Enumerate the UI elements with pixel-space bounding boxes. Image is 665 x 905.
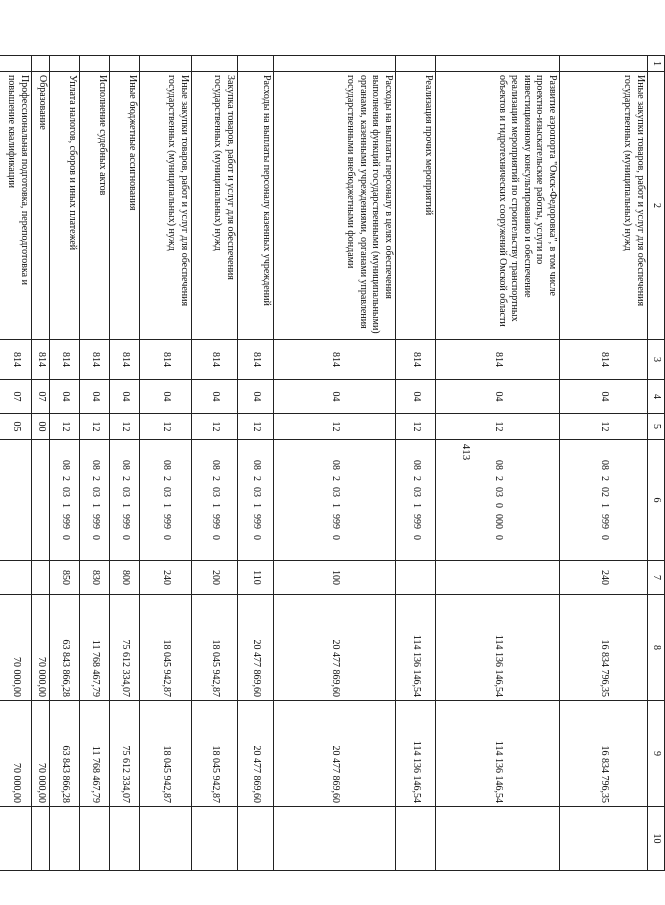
program-code-part: 1 — [250, 503, 262, 508]
col3-code: 814 — [140, 340, 192, 380]
table-body — [0, 56, 665, 871]
amount-col8: 114 136 146,54 — [436, 595, 560, 701]
program-code — [396, 440, 436, 561]
col4-code: 04 — [396, 380, 436, 414]
program-code-part: 999 — [209, 514, 221, 529]
column-header: 4 — [648, 380, 665, 414]
expense-type-code — [436, 561, 560, 595]
col4-code: 04 — [140, 380, 192, 414]
col4-code: 04 — [110, 380, 140, 414]
col5-code: 12 — [274, 414, 396, 440]
amount-col8: 11 768 467,79 — [80, 595, 110, 701]
amount-col9: 18 045 942,87 — [140, 701, 192, 807]
col3-code: 814 — [396, 340, 436, 380]
col3-code: 814 — [436, 340, 560, 380]
program-code — [560, 440, 648, 561]
program-code-part: 08 — [160, 460, 172, 470]
program-code-part: 08 — [119, 460, 131, 470]
expense-type-code: 240 — [140, 561, 192, 595]
program-code-part: 999 — [160, 514, 172, 529]
col4-code: 04 — [238, 380, 274, 414]
expense-type-code: 200 — [192, 561, 238, 595]
expense-type-code: 240 — [560, 561, 648, 595]
item-name: Иные закупки товаров, работ и услуг для обеспечения государственных (муниципальных) нужд — [140, 72, 192, 340]
col5-code: 12 — [110, 414, 140, 440]
program-code-part: 999 — [119, 514, 131, 529]
expense-type-code — [32, 561, 50, 595]
col4-code: 04 — [436, 380, 560, 414]
expense-type-code — [396, 561, 436, 595]
rotated-table-wrapper — [0, 55, 665, 844]
program-code-part: 999 — [59, 514, 71, 529]
col3-code: 814 — [274, 340, 396, 380]
program-code — [274, 440, 396, 561]
amount-col9: 70 000,00 — [32, 701, 50, 807]
col4-code: 04 — [560, 380, 648, 414]
col3-code: 814 — [238, 340, 274, 380]
col3-code: 814 — [0, 340, 32, 380]
program-code-part: 03 — [119, 487, 131, 497]
col10-cell — [80, 807, 110, 871]
col10-cell — [274, 807, 396, 871]
program-code-part: 2 — [250, 476, 262, 481]
col1-cell — [274, 56, 396, 72]
col10-cell — [436, 807, 560, 871]
amount-col8: 20 477 869,60 — [238, 595, 274, 701]
program-code-part: 2 — [119, 476, 131, 481]
program-code-part: 2 — [59, 476, 71, 481]
col3-code: 814 — [560, 340, 648, 380]
col10-cell — [110, 807, 140, 871]
program-code-part: 08 — [209, 460, 221, 470]
col1-cell — [238, 56, 274, 72]
program-code — [192, 440, 238, 561]
program-code-part: 2 — [329, 476, 341, 481]
program-code-part: 08 — [329, 460, 341, 470]
col1-cell — [436, 56, 560, 72]
amount-col8: 20 477 869,60 — [274, 595, 396, 701]
program-code-part: 03 — [492, 487, 504, 497]
col5-code: 12 — [140, 414, 192, 440]
column-header: 7 — [648, 561, 665, 595]
table-row — [396, 56, 436, 871]
col1-cell — [0, 56, 32, 72]
amount-col8: 114 136 146,54 — [396, 595, 436, 701]
program-code-part: 0 — [250, 535, 262, 540]
amount-col9: 11 768 467,79 — [80, 701, 110, 807]
program-code-part: 03 — [410, 487, 422, 497]
column-header: 10 — [648, 807, 665, 871]
expense-type-code: 800 — [110, 561, 140, 595]
expense-type-code: 110 — [238, 561, 274, 595]
expense-type-code: 830 — [80, 561, 110, 595]
col3-code: 814 — [50, 340, 80, 380]
col1-cell — [50, 56, 80, 72]
program-code — [0, 440, 32, 561]
item-name: Закупка товаров, работ и услуг для обеспечения государственных (муниципальных) нужд — [192, 72, 238, 340]
program-code-part: 0 — [59, 535, 71, 540]
col4-code: 04 — [192, 380, 238, 414]
table-row — [140, 56, 192, 871]
program-code-part: 999 — [410, 514, 422, 529]
amount-col9: 75 612 334,07 — [110, 701, 140, 807]
program-code-part: 2 — [209, 476, 221, 481]
program-code-part: 03 — [160, 487, 172, 497]
table-row — [80, 56, 110, 871]
amount-col9: 20 477 869,60 — [274, 701, 396, 807]
col10-cell — [32, 807, 50, 871]
col1-cell — [140, 56, 192, 72]
program-code-part: 2 — [160, 476, 172, 481]
col5-code: 12 — [396, 414, 436, 440]
col3-code: 814 — [192, 340, 238, 380]
amount-col9: 114 136 146,54 — [436, 701, 560, 807]
program-code-part: 0 — [209, 535, 221, 540]
col5-code: 12 — [238, 414, 274, 440]
col5-code: 00 — [32, 414, 50, 440]
col10-cell — [50, 807, 80, 871]
col10-cell — [192, 807, 238, 871]
header-row — [648, 56, 665, 871]
program-code-part: 0 — [492, 503, 504, 508]
expense-type-code: 100 — [274, 561, 396, 595]
col10-cell — [140, 807, 192, 871]
table-row — [274, 56, 396, 871]
col3-code: 814 — [110, 340, 140, 380]
col10-cell — [0, 807, 32, 871]
program-code-part: 2 — [410, 476, 422, 481]
col10-cell — [396, 807, 436, 871]
col1-cell — [560, 56, 648, 72]
amount-col9: 18 045 942,87 — [192, 701, 238, 807]
col1-cell — [192, 56, 238, 72]
col4-code: 07 — [0, 380, 32, 414]
program-code-part: 02 — [598, 487, 610, 497]
amount-col8: 75 612 334,07 — [110, 595, 140, 701]
program-code-part: 1 — [89, 503, 101, 508]
program-code-part: 999 — [89, 514, 101, 529]
program-code-part: 1 — [209, 503, 221, 508]
col5-code: 12 — [560, 414, 648, 440]
col1-cell — [396, 56, 436, 72]
program-code-part: 0 — [329, 535, 341, 540]
program-code-part: 1 — [119, 503, 131, 508]
amount-col8: 70 000,00 — [32, 595, 50, 701]
col4-code: 04 — [50, 380, 80, 414]
column-header: 6 — [648, 440, 665, 561]
column-header: 2 — [648, 72, 665, 340]
col4-code: 07 — [32, 380, 50, 414]
program-code-part: 03 — [89, 487, 101, 497]
col1-cell — [110, 56, 140, 72]
program-code-part: 1 — [59, 503, 71, 508]
item-name: Профессиональная подготовка, переподготовка и повышение квалификации — [0, 72, 32, 340]
item-name: Расходы на выплаты персоналу казенных учреждений — [238, 72, 274, 340]
col3-code: 814 — [32, 340, 50, 380]
item-name: Иные бюджетные ассигнования — [110, 72, 140, 340]
col5-code: 12 — [80, 414, 110, 440]
col5-code: 12 — [436, 414, 560, 440]
column-header: 3 — [648, 340, 665, 380]
program-code-part: 1 — [329, 503, 341, 508]
program-code-part: 999 — [329, 514, 341, 529]
program-code — [110, 440, 140, 561]
program-code-part: 0 — [119, 535, 131, 540]
program-code-part: 2 — [492, 476, 504, 481]
program-code-part: 08 — [59, 460, 71, 470]
program-code-part: 08 — [89, 460, 101, 470]
col3-code: 814 — [80, 340, 110, 380]
item-name: Иные закупки товаров, работ и услуг для обеспечения государственных (муниципальных) нужд — [560, 72, 648, 340]
item-name: Уплата налогов, сборов и иных платежей — [50, 72, 80, 340]
program-code-part: 03 — [250, 487, 262, 497]
program-code-part: 0 — [89, 535, 101, 540]
table-row — [32, 56, 50, 871]
table-row — [436, 56, 560, 871]
program-code-part: 2 — [89, 476, 101, 481]
program-code — [436, 440, 560, 561]
program-code-part: 0 — [492, 535, 504, 540]
col1-cell — [80, 56, 110, 72]
col5-code: 12 — [50, 414, 80, 440]
program-code — [32, 440, 50, 561]
column-header: 8 — [648, 595, 665, 701]
budget-table — [0, 55, 665, 871]
amount-col8: 70 000,00 — [0, 595, 32, 701]
column-header: 9 — [648, 701, 665, 807]
col4-code: 04 — [80, 380, 110, 414]
program-code — [50, 440, 80, 561]
item-name: Расходы на выплаты персоналу в целях обеспечения выполнения функций государственными (муниципальными) органами, казенными учреждениями, органами управления государственными внебюджетными фондами — [274, 72, 396, 340]
program-code — [80, 440, 110, 561]
program-code-part: 1 — [160, 503, 172, 508]
program-code-part: 0 — [410, 535, 422, 540]
page-number: 413 — [460, 443, 472, 461]
program-code-part: 000 — [492, 514, 504, 529]
amount-col9: 16 834 796,35 — [560, 701, 648, 807]
col10-cell — [560, 807, 648, 871]
col4-code: 04 — [274, 380, 396, 414]
amount-col9: 20 477 869,60 — [238, 701, 274, 807]
col5-code: 12 — [192, 414, 238, 440]
col5-code: 05 — [0, 414, 32, 440]
program-code-part: 0 — [160, 535, 172, 540]
amount-col8: 18 045 942,87 — [192, 595, 238, 701]
program-code-part: 1 — [598, 503, 610, 508]
program-code-part: 0 — [598, 535, 610, 540]
program-code-part: 08 — [250, 460, 262, 470]
table-row — [50, 56, 80, 871]
amount-col9: 70 000,00 — [0, 701, 32, 807]
table-row — [0, 56, 32, 871]
program-code — [140, 440, 192, 561]
col10-cell — [238, 807, 274, 871]
amount-col8: 63 843 866,28 — [50, 595, 80, 701]
program-code-part: 999 — [250, 514, 262, 529]
item-name: Развитие аэропорта "Омск-Федоровка", в том числе проектно-изыскательские работы, услуги по инвестиционному консультированию и обеспечение реализации мероприятий по строительству транспортных объектов и гидротехнических сооружений Омской области — [436, 72, 560, 340]
program-code-part: 08 — [410, 460, 422, 470]
amount-col8: 18 045 942,87 — [140, 595, 192, 701]
item-name: Исполнение судебных актов — [80, 72, 110, 340]
item-name: Реализация прочих мероприятий — [396, 72, 436, 340]
expense-type-code — [0, 561, 32, 595]
amount-col9: 114 136 146,54 — [396, 701, 436, 807]
col1-cell — [32, 56, 50, 72]
program-code-part: 2 — [598, 476, 610, 481]
program-code-part: 999 — [598, 514, 610, 529]
table-row — [192, 56, 238, 871]
program-code-part: 03 — [329, 487, 341, 497]
column-header: 1 — [648, 56, 665, 72]
amount-col8: 16 834 796,35 — [560, 595, 648, 701]
program-code-part: 08 — [492, 460, 504, 470]
program-code-part: 03 — [59, 487, 71, 497]
amount-col9: 63 843 866,28 — [50, 701, 80, 807]
expense-type-code: 850 — [50, 561, 80, 595]
program-code — [238, 440, 274, 561]
program-code-part: 03 — [209, 487, 221, 497]
column-header: 5 — [648, 414, 665, 440]
table-row — [238, 56, 274, 871]
table-row — [560, 56, 648, 871]
item-name: Образование — [32, 72, 50, 340]
table-row — [110, 56, 140, 871]
program-code-part: 08 — [598, 460, 610, 470]
program-code-part: 1 — [410, 503, 422, 508]
